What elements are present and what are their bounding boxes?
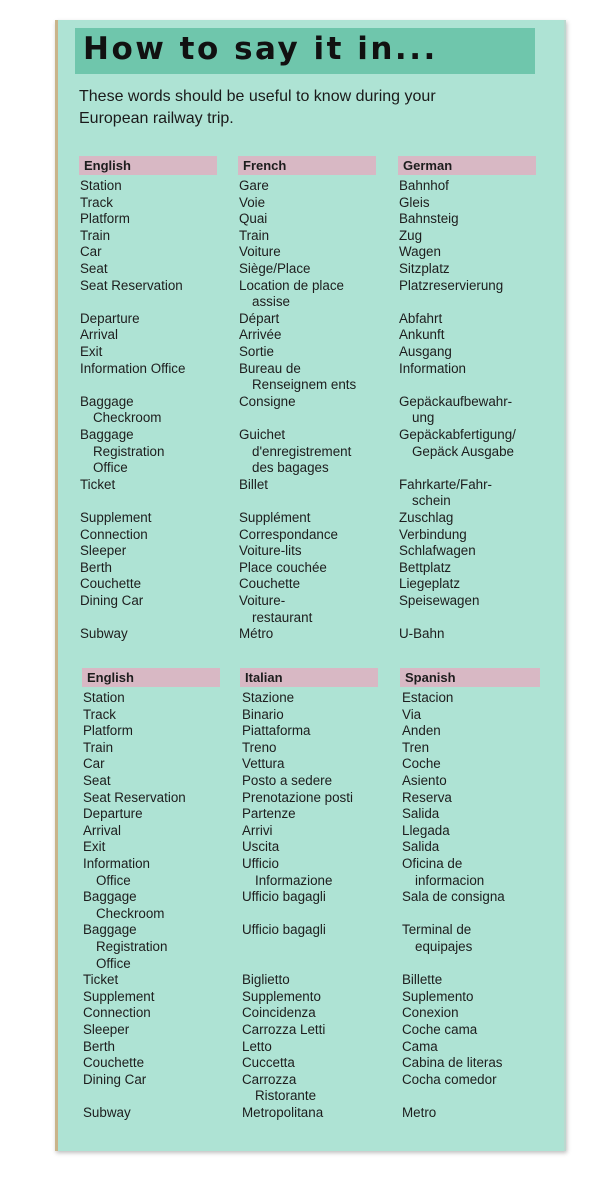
term-text: Salida <box>402 839 440 855</box>
term-text: Exit <box>80 344 103 359</box>
term-cell <box>83 1055 233 1072</box>
term-text: Ufficio bagagli <box>242 889 326 905</box>
term-text: Platform <box>80 211 130 227</box>
term-text: Anden <box>402 723 441 739</box>
term-text: Stazione <box>242 690 295 705</box>
term-text: Supplement <box>80 510 152 525</box>
term-text: Biglietto <box>242 972 290 988</box>
term-cell <box>402 723 552 740</box>
term-cell <box>83 989 233 1006</box>
term-text: Station <box>80 178 122 193</box>
term-cell <box>399 361 549 378</box>
term-cell <box>239 593 389 626</box>
term-cell <box>239 278 389 311</box>
term-cell <box>402 1005 552 1022</box>
term-text: Seat <box>80 261 108 276</box>
term-cell <box>402 806 552 823</box>
term-cell <box>399 344 549 361</box>
term-text: Oficina de <box>402 856 463 871</box>
term-text: Arrivée <box>239 327 282 343</box>
term-text: Voiture <box>239 244 281 260</box>
term-text: Arrival <box>83 822 121 838</box>
term-cell <box>239 311 389 328</box>
term-text: Supplemento <box>242 988 321 1004</box>
term-text: Prenotazione posti <box>242 789 353 805</box>
term-text: Couchette <box>80 576 142 592</box>
term-cell <box>242 856 392 889</box>
term-text: U-Bahn <box>399 626 445 642</box>
term-cell <box>399 560 549 577</box>
term-text: Métro <box>239 626 274 642</box>
term-cell <box>242 839 392 856</box>
term-cell <box>399 178 549 195</box>
term-cell <box>83 790 233 807</box>
term-cell <box>83 1039 233 1056</box>
term-text: Coche cama <box>402 1022 478 1037</box>
term-cell <box>239 477 389 494</box>
term-cell <box>239 244 389 261</box>
term-text: Train <box>80 227 111 243</box>
term-cell <box>402 773 552 790</box>
term-cell <box>239 195 389 212</box>
term-cell <box>80 543 230 560</box>
term-cell <box>80 327 230 344</box>
term-cell <box>83 773 233 790</box>
term-text: Verbindung <box>399 526 467 542</box>
term-text: Exit <box>83 839 106 855</box>
term-cell <box>80 244 230 261</box>
term-cell <box>242 690 392 707</box>
term-text: Gepäckabfertigung/ <box>399 427 516 442</box>
term-text: Baggage <box>80 393 134 409</box>
term-text: Subway <box>80 626 128 642</box>
term-cell <box>399 327 549 344</box>
term-text: Informazione <box>255 872 333 888</box>
term-text: Ticket <box>83 972 119 988</box>
term-cell <box>80 311 230 328</box>
term-cell <box>399 261 549 278</box>
term-text: Via <box>402 706 422 722</box>
term-cell <box>402 1105 552 1122</box>
term-text: Dining Car <box>80 593 144 608</box>
term-text: Voiture-lits <box>239 543 302 559</box>
term-text: Sitzplatz <box>399 261 450 276</box>
term-text: Départ <box>239 310 280 326</box>
term-cell <box>80 195 230 212</box>
term-text: Cama <box>402 1038 438 1054</box>
term-text: Ticket <box>80 476 116 492</box>
term-text: Information Office <box>80 360 186 376</box>
term-text: Station <box>83 690 125 705</box>
term-cell <box>242 1005 392 1022</box>
term-cell <box>399 394 549 427</box>
term-text: Tren <box>402 739 430 755</box>
term-text: schein <box>412 493 451 509</box>
term-cell <box>402 1072 552 1089</box>
term-text: Reserva <box>402 789 452 805</box>
term-cell <box>83 856 233 889</box>
term-text: Vettura <box>242 756 285 772</box>
term-text: Treno <box>242 739 277 755</box>
term-cell <box>80 278 230 295</box>
term-text: Guichet <box>239 427 286 442</box>
term-cell <box>242 806 392 823</box>
term-text: Wagen <box>399 244 441 260</box>
term-cell <box>239 560 389 577</box>
term-text: Liegeplatz <box>399 576 461 592</box>
term-text: Ankunft <box>399 327 445 343</box>
term-cell <box>83 740 233 757</box>
term-cell <box>80 178 230 195</box>
term-text: Ristorante <box>255 1088 317 1104</box>
page-title: How to say it in... <box>83 31 438 67</box>
term-text: Seat Reservation <box>83 789 186 805</box>
term-text: Ausgang <box>399 344 452 359</box>
term-cell <box>399 278 549 295</box>
term-text: Voie <box>239 194 266 210</box>
term-text: Cocha comedor <box>402 1071 497 1087</box>
term-text: Departure <box>83 806 143 822</box>
term-text: Train <box>239 227 270 243</box>
term-cell <box>239 228 389 245</box>
term-text: Salida <box>402 806 440 822</box>
term-cell <box>399 228 549 245</box>
term-text: Checkroom <box>96 905 165 921</box>
term-cell <box>242 723 392 740</box>
term-cell <box>80 626 230 643</box>
term-cell <box>239 178 389 195</box>
term-cell <box>83 690 233 707</box>
term-text: Suplemento <box>402 988 474 1004</box>
term-cell <box>399 244 549 261</box>
term-cell <box>399 311 549 328</box>
term-cell <box>239 543 389 560</box>
term-text: des bagages <box>252 460 329 476</box>
term-text: Piattaforma <box>242 723 311 739</box>
term-cell <box>402 889 552 906</box>
term-text: Consigne <box>239 393 296 409</box>
term-cell <box>242 1055 392 1072</box>
term-cell <box>83 707 233 724</box>
term-text: Car <box>80 244 102 260</box>
term-text: Arrival <box>80 327 118 343</box>
term-text: Subway <box>83 1105 131 1120</box>
term-cell <box>83 1072 233 1089</box>
term-cell <box>83 889 233 922</box>
term-text: Cuccetta <box>242 1055 295 1071</box>
term-text: Information <box>399 360 466 376</box>
term-text: Voiture- <box>239 593 286 608</box>
term-cell <box>399 195 549 212</box>
term-text: informacion <box>415 872 485 888</box>
term-cell <box>399 543 549 560</box>
term-cell <box>399 427 549 460</box>
term-text: Couchette <box>83 1055 145 1071</box>
title-bar <box>75 28 535 74</box>
term-text: Location de place <box>239 277 344 293</box>
term-cell <box>242 707 392 724</box>
term-text: Carrozza Letti <box>242 1022 326 1037</box>
term-cell <box>402 790 552 807</box>
term-text: Abfahrt <box>399 310 443 326</box>
term-text: Coche <box>402 756 441 772</box>
column-header-english: English <box>79 156 217 175</box>
term-cell <box>242 773 392 790</box>
term-text: restaurant <box>252 609 313 625</box>
term-text: Metropolitana <box>242 1105 324 1120</box>
term-text: Couchette <box>239 576 301 592</box>
term-text: Ufficio bagagli <box>242 922 326 938</box>
term-text: Sala de consigna <box>402 889 505 905</box>
term-text: Track <box>80 194 113 210</box>
term-cell <box>80 477 230 494</box>
term-text: Bureau de <box>239 360 301 376</box>
term-text: Platform <box>83 723 133 739</box>
term-cell <box>83 823 233 840</box>
term-text: Sleeper <box>80 543 127 559</box>
term-cell <box>239 327 389 344</box>
term-text: Asiento <box>402 773 447 788</box>
term-cell <box>80 228 230 245</box>
term-cell <box>402 707 552 724</box>
term-text: Uscita <box>242 839 280 855</box>
term-text: Billette <box>402 972 443 988</box>
term-text: Carrozza <box>242 1071 297 1087</box>
term-cell <box>242 972 392 989</box>
term-cell <box>402 989 552 1006</box>
column-header-english: English <box>82 668 220 687</box>
term-cell <box>80 394 230 427</box>
term-cell <box>80 211 230 228</box>
term-text: Ufficio <box>242 856 279 871</box>
term-cell <box>80 560 230 577</box>
term-cell <box>242 922 392 939</box>
term-cell <box>402 740 552 757</box>
term-text: Train <box>83 739 114 755</box>
phrase-card <box>55 20 566 1151</box>
term-text: Office <box>93 460 128 476</box>
term-text: Posto a sedere <box>242 773 333 788</box>
term-text: Office <box>96 872 131 888</box>
term-text: Gare <box>239 178 269 193</box>
term-text: Llegada <box>402 822 450 838</box>
term-cell <box>399 527 549 544</box>
term-cell <box>83 972 233 989</box>
term-text: Office <box>96 955 131 971</box>
term-cell <box>83 839 233 856</box>
term-text: Supplément <box>239 510 311 525</box>
term-text: Renseignem ents <box>252 377 357 393</box>
term-text: Baggage <box>80 427 134 442</box>
term-cell <box>239 211 389 228</box>
column-header-german: German <box>398 156 536 175</box>
term-text: Bahnsteig <box>399 211 459 227</box>
term-text: Information <box>83 856 150 871</box>
term-cell <box>242 790 392 807</box>
term-cell <box>80 576 230 593</box>
term-cell <box>80 427 230 477</box>
term-cell <box>239 626 389 643</box>
term-text: Partenze <box>242 806 296 822</box>
term-cell <box>402 1055 552 1072</box>
term-text: Sleeper <box>83 1022 130 1037</box>
column-header-spanish: Spanish <box>400 668 540 687</box>
term-text: Car <box>83 756 105 772</box>
term-cell <box>239 394 389 411</box>
term-text: Platzreservierung <box>399 277 504 293</box>
term-text: Gepäck Ausgabe <box>412 443 514 459</box>
term-text: Binario <box>242 706 284 722</box>
term-cell <box>239 576 389 593</box>
term-cell <box>399 477 549 510</box>
term-cell <box>83 922 233 972</box>
term-cell <box>402 922 552 955</box>
term-text: Bettplatz <box>399 559 452 575</box>
term-cell <box>399 626 549 643</box>
term-cell <box>399 211 549 228</box>
term-text: Quai <box>239 211 268 227</box>
term-cell <box>80 261 230 278</box>
term-text: Dining Car <box>83 1071 147 1087</box>
term-cell <box>402 972 552 989</box>
term-text: Letto <box>242 1038 272 1054</box>
term-text: Berth <box>80 559 113 575</box>
term-text: Sortie <box>239 344 274 359</box>
term-text: Fahrkarte/Fahr- <box>399 476 493 492</box>
term-cell <box>402 690 552 707</box>
term-text: Estacion <box>402 690 454 705</box>
term-text: Metro <box>402 1105 437 1120</box>
term-cell <box>239 510 389 527</box>
term-text: Registration <box>93 443 165 459</box>
term-text: Cabina de literas <box>402 1055 503 1071</box>
term-cell <box>83 756 233 773</box>
term-cell <box>239 344 389 361</box>
term-text: Place couchée <box>239 559 327 575</box>
term-cell <box>399 593 549 610</box>
term-text: Gleis <box>399 194 430 210</box>
term-cell <box>242 756 392 773</box>
term-cell <box>402 823 552 840</box>
term-cell <box>242 1072 392 1105</box>
term-text: Speisewagen <box>399 593 480 608</box>
term-text: Zuschlag <box>399 510 454 525</box>
term-cell <box>402 839 552 856</box>
term-cell <box>80 593 230 610</box>
term-cell <box>402 1039 552 1056</box>
term-text: Conexion <box>402 1005 459 1021</box>
term-text: assise <box>252 294 290 310</box>
term-cell <box>83 1105 233 1122</box>
term-text: Siège/Place <box>239 261 311 276</box>
term-text: Seat <box>83 773 111 788</box>
term-cell <box>242 889 392 906</box>
term-cell <box>242 1039 392 1056</box>
intro-text: These words should be useful to know during your European railway trip. <box>79 88 436 127</box>
term-cell <box>83 806 233 823</box>
term-cell <box>399 576 549 593</box>
term-cell <box>242 740 392 757</box>
term-text: Correspondance <box>239 526 339 542</box>
term-cell <box>402 756 552 773</box>
term-text: Bahnhof <box>399 178 449 193</box>
term-cell <box>402 1022 552 1039</box>
term-cell <box>239 361 389 394</box>
term-cell <box>239 261 389 278</box>
term-cell <box>242 989 392 1006</box>
term-cell <box>242 1022 392 1039</box>
term-text: Arrivi <box>242 822 273 838</box>
term-text: Departure <box>80 310 140 326</box>
term-cell <box>242 1105 392 1122</box>
term-cell <box>80 510 230 527</box>
term-text: d'enregistrement <box>252 443 352 459</box>
term-text: Baggage <box>83 889 137 905</box>
term-text: Schlafwagen <box>399 543 476 559</box>
term-text: Seat Reservation <box>80 277 183 293</box>
term-text: Baggage <box>83 922 137 938</box>
term-cell <box>399 510 549 527</box>
term-text: ung <box>412 410 435 426</box>
term-text: Supplement <box>83 988 155 1004</box>
column-header-french: French <box>238 156 376 175</box>
term-text: Track <box>83 706 116 722</box>
term-text: Registration <box>96 938 168 954</box>
term-cell <box>83 723 233 740</box>
term-text: equipajes <box>415 938 473 954</box>
term-cell <box>80 527 230 544</box>
column-header-italian: Italian <box>240 668 378 687</box>
term-text: Terminal de <box>402 922 472 938</box>
term-text: Connection <box>80 526 148 542</box>
term-cell <box>83 1022 233 1039</box>
term-cell <box>242 823 392 840</box>
term-text: Berth <box>83 1038 116 1054</box>
term-text: Gepäckaufbewahr- <box>399 393 513 409</box>
term-cell <box>239 527 389 544</box>
term-text: Coincidenza <box>242 1005 316 1021</box>
term-text: Zug <box>399 227 423 243</box>
term-cell <box>402 856 552 889</box>
term-cell <box>239 427 389 477</box>
term-text: Billet <box>239 476 269 492</box>
term-text: Checkroom <box>93 410 162 426</box>
term-text: Connection <box>83 1005 151 1021</box>
term-cell <box>83 1005 233 1022</box>
term-cell <box>80 344 230 361</box>
term-cell <box>80 361 230 378</box>
